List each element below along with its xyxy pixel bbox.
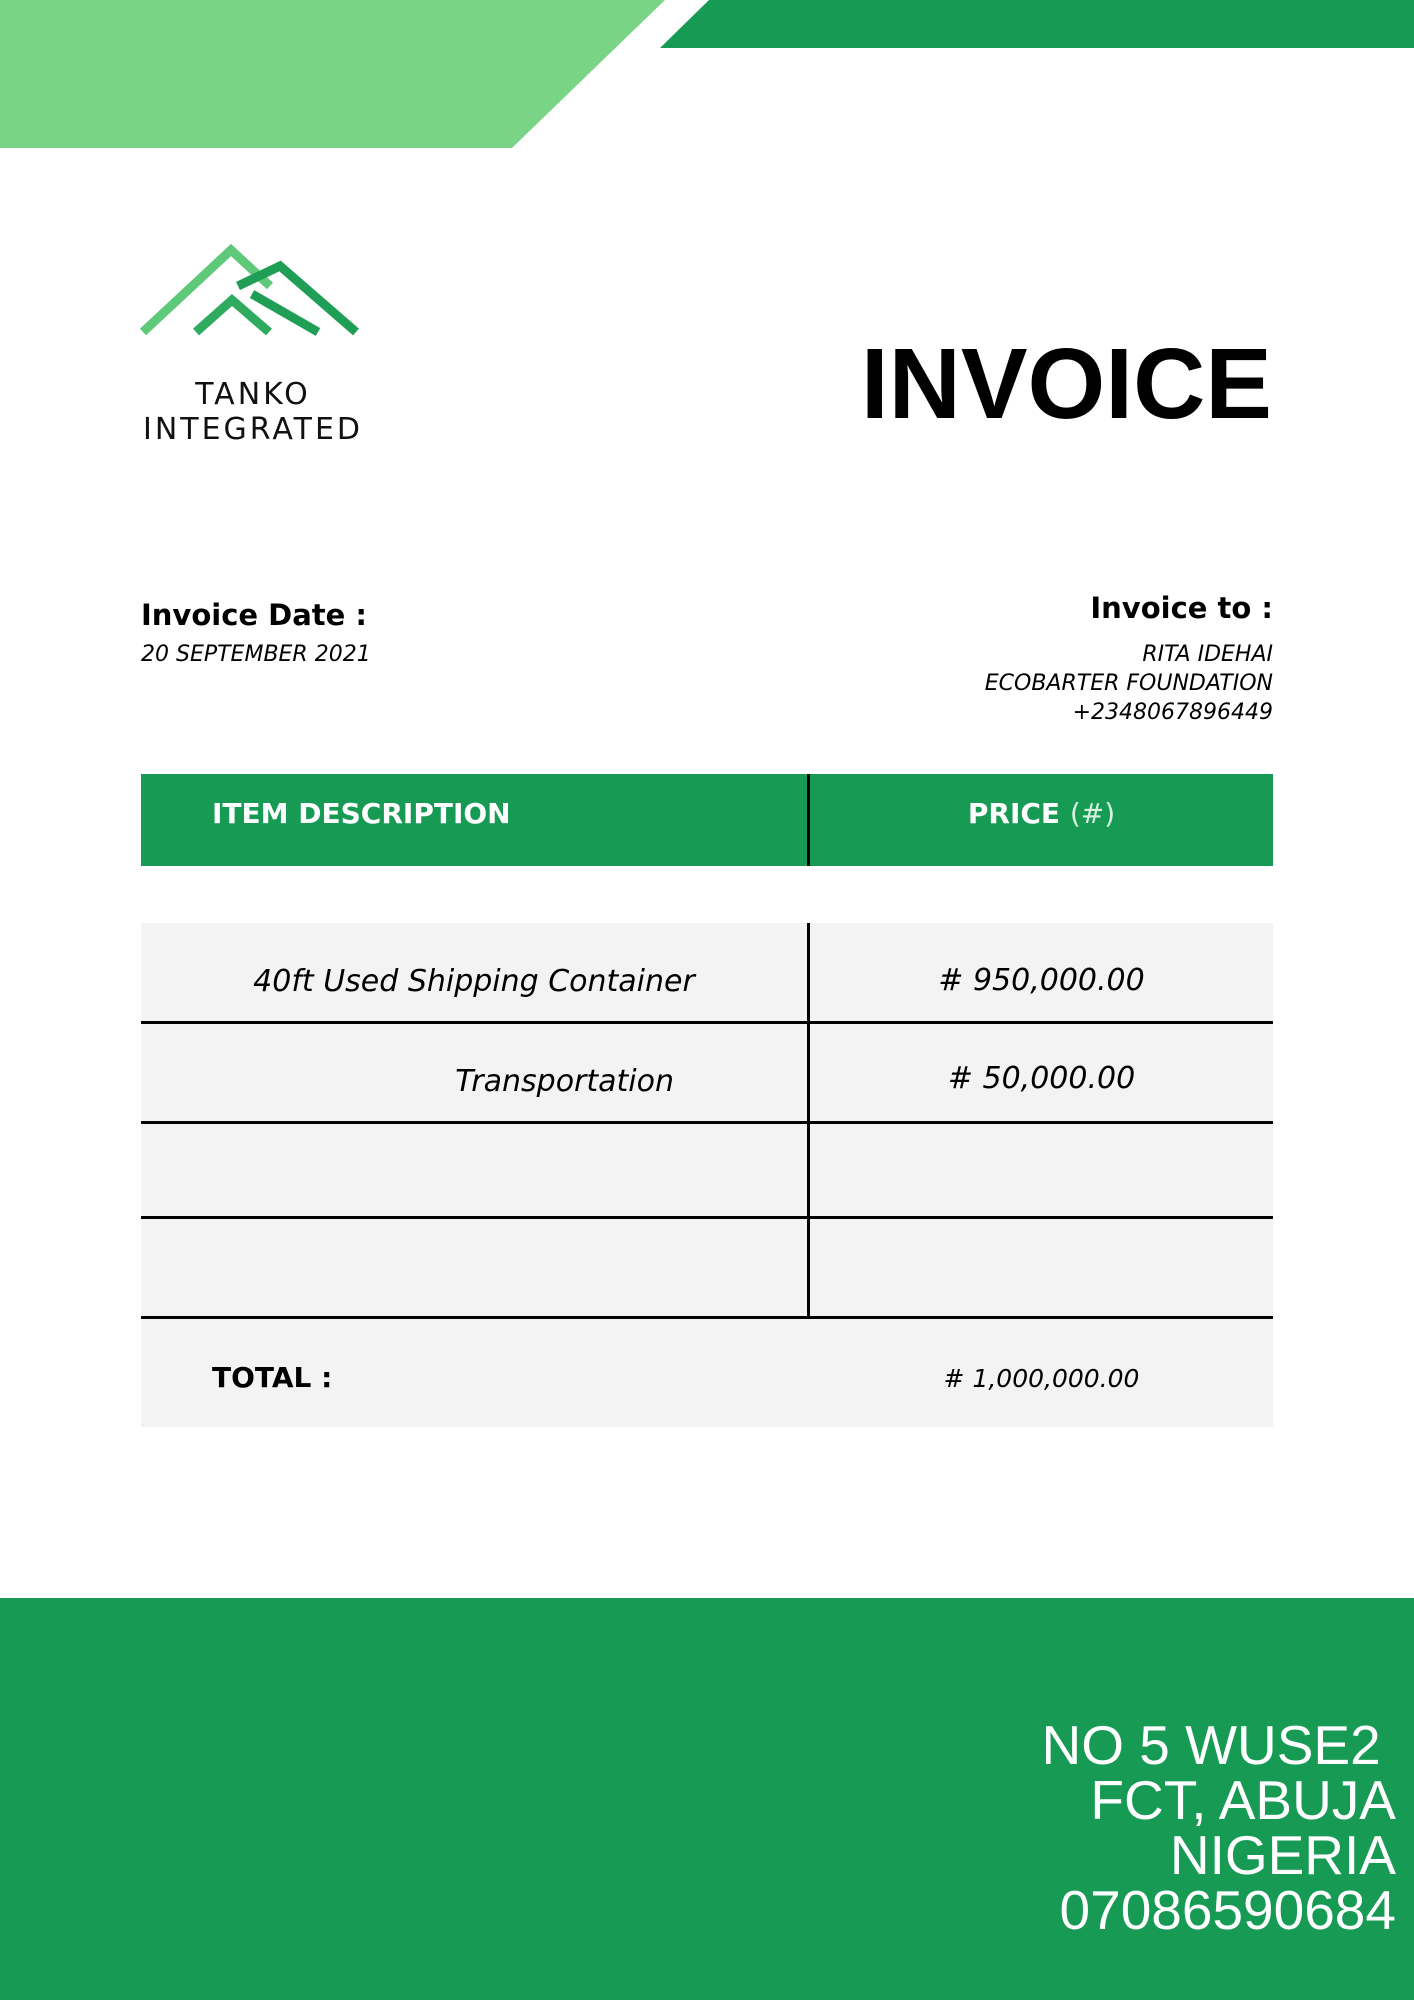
client-name: RITA IDEHAI: [1142, 642, 1273, 667]
invoice-to-label: Invoice to :: [1090, 591, 1273, 625]
page-title: INVOICE: [860, 328, 1272, 440]
invoice-date-value: 20 SEPTEMBER 2021: [141, 642, 371, 667]
header-dark-band: [660, 0, 1414, 48]
price-header-unit: (#): [1069, 797, 1116, 830]
client-organization: ECOBARTER FOUNDATION: [984, 671, 1273, 696]
table-row-description: Transportation: [455, 1064, 674, 1099]
column-header-price: [810, 797, 1273, 830]
header-decoration: [0, 0, 1414, 160]
header-light-band: [0, 0, 665, 148]
address-line-3: NIGERIA: [1169, 1824, 1396, 1886]
column-header-description: ITEM DESCRIPTION: [212, 797, 511, 830]
row-divider: [141, 1021, 1273, 1024]
address-line-1: NO 5 WUSE2: [1041, 1714, 1396, 1776]
row-divider: [141, 1316, 1273, 1319]
row-divider: [141, 1121, 1273, 1124]
logo-name-line1: TANKO: [195, 377, 311, 412]
total-label: TOTAL :: [212, 1361, 333, 1394]
client-phone: +2348067896449: [1072, 700, 1273, 725]
invoice-date-label: Invoice Date :: [141, 598, 368, 632]
footer-address: [1041, 1714, 1396, 1941]
logo-name-line2: INTEGRATED: [142, 412, 364, 447]
price-header-label: PRICE: [967, 797, 1061, 830]
total-value: # 1,000,000.00: [943, 1364, 1140, 1393]
address-line-2: FCT, ABUJA: [1090, 1769, 1396, 1831]
mountain-logo-icon: [140, 244, 365, 339]
table-row-price: # 950,000.00: [938, 963, 1145, 998]
table-row-description: 40ft Used Shipping Container: [253, 964, 695, 999]
footer-phone: 07086590684: [1059, 1879, 1396, 1941]
table-row-price: # 50,000.00: [947, 1061, 1136, 1096]
row-divider: [141, 1216, 1273, 1219]
